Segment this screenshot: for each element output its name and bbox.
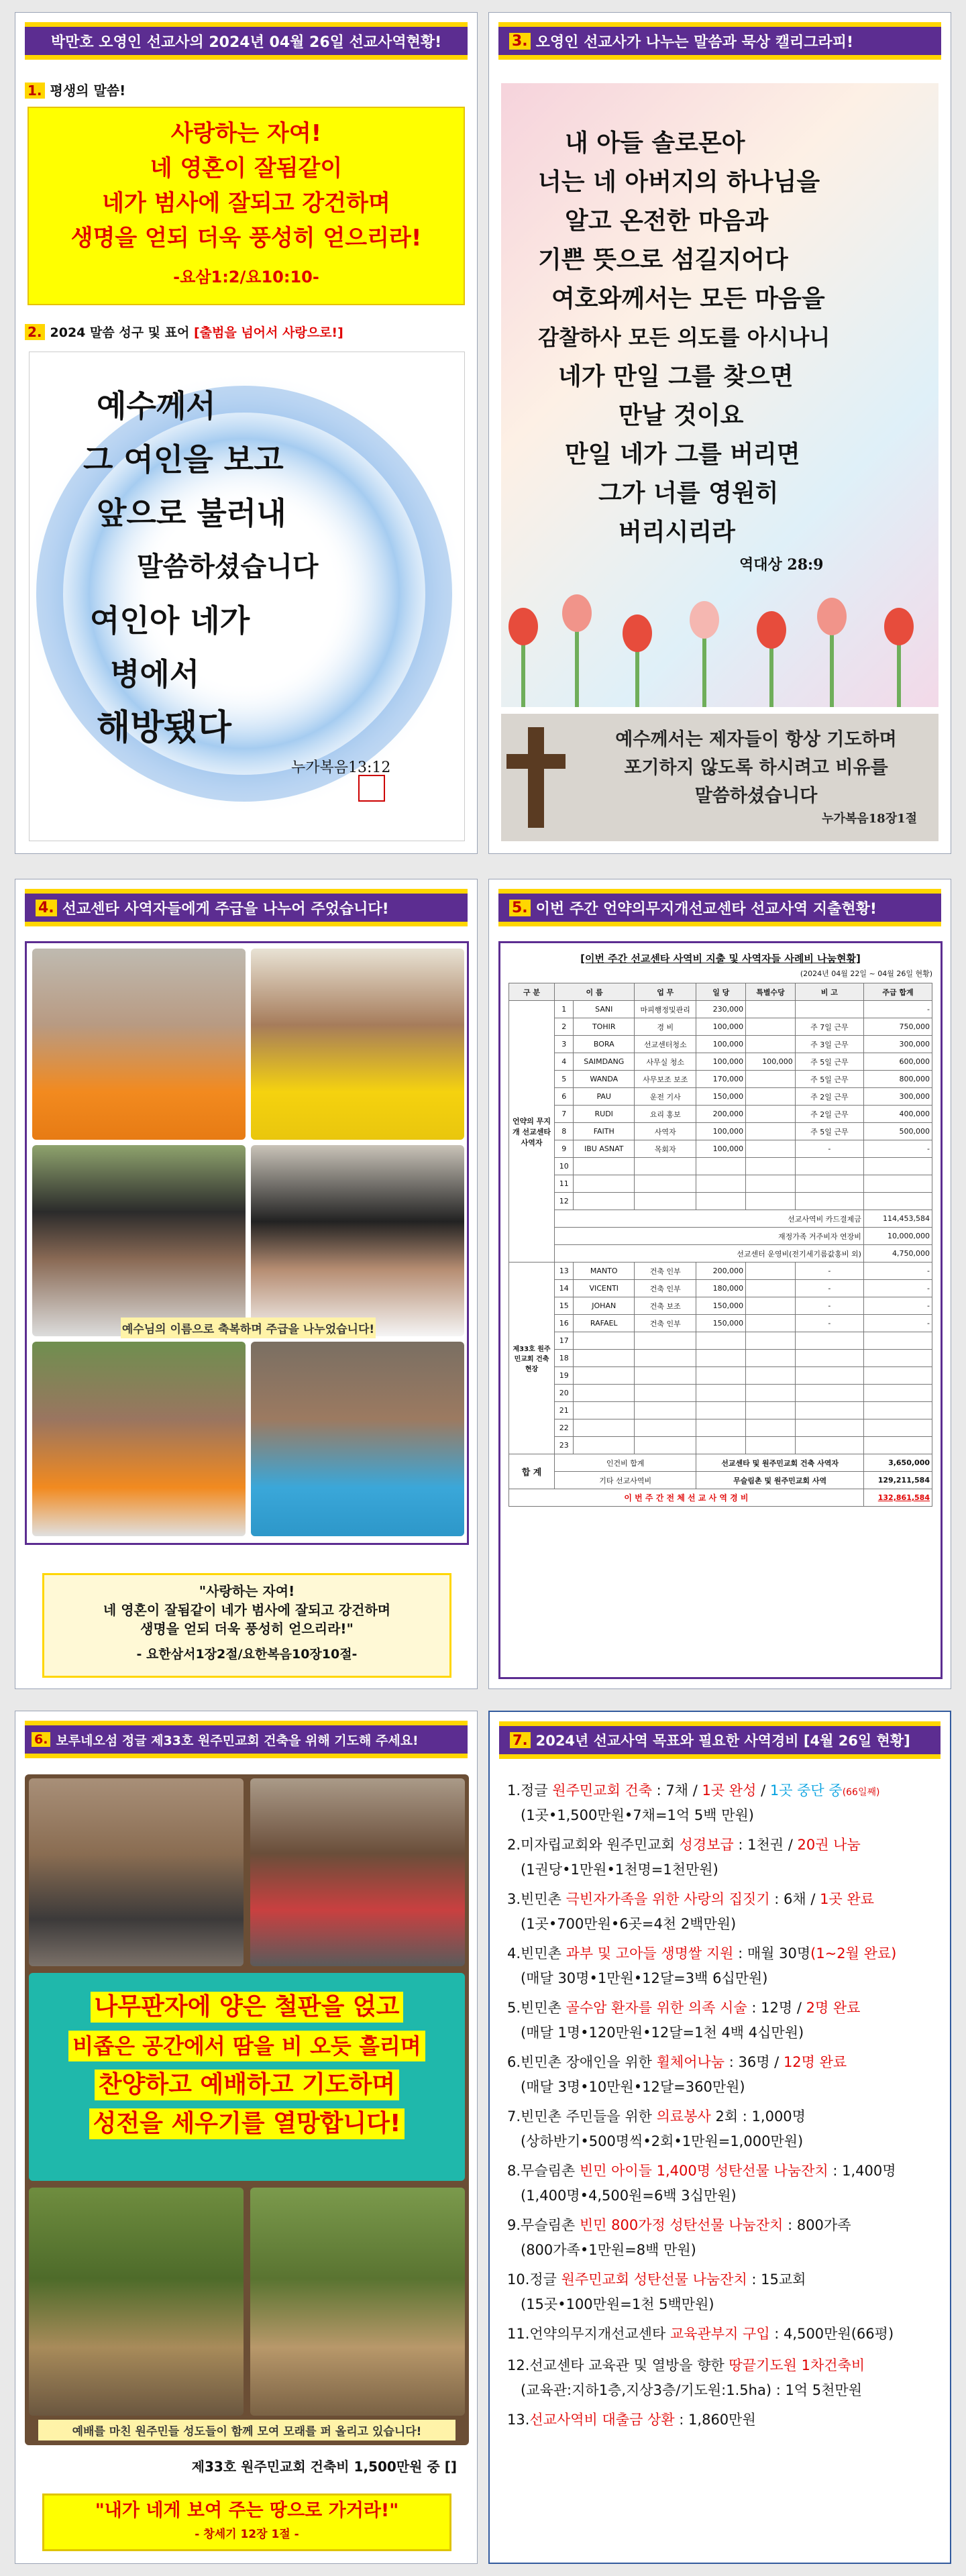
table-cell: 건축 보조 [635,1297,696,1315]
table-cell [746,1350,796,1367]
table-cell: 400,000 [863,1106,932,1123]
table-cell: 170,000 [696,1071,746,1088]
table-row [509,1018,932,1036]
table-cell [635,1350,696,1367]
total-label: 인건비 합계 [555,1454,696,1472]
table-row [509,1297,932,1315]
panel-word [15,12,478,854]
table-cell [696,1332,746,1350]
table-cell [635,1158,696,1175]
table-cell [795,1402,863,1419]
table-cell [795,1175,863,1193]
table-cell [696,1385,746,1402]
table-cell [635,1437,696,1454]
table-cell [746,1001,796,1018]
table-row [509,1350,932,1367]
verse-line: 네 영혼이 잘됨같이 [150,155,343,182]
table-cell [746,1158,796,1175]
table-row [509,1332,932,1350]
seal-stamp [358,775,385,802]
panel-expenses [488,879,951,1689]
panel-header: 5. 이번 주간 언약의무지개선교센타 선교사역 지출현황! [498,889,941,926]
table-cell: 230,000 [696,1001,746,1018]
table-cell: 주 2일 근무 [795,1106,863,1123]
table-cell: 19 [555,1367,574,1385]
goal-item: 3.빈민촌 극빈자가족을 위한 사랑의 집짓기 : 6채 / 1곳 완료 (1곳•700만원•6곳=4천 2백만원) [507,1891,875,1932]
table-cell: 300,000 [863,1088,932,1106]
subtotal-label: 선교사역비 카드결제금 [555,1210,864,1228]
table-cell [696,1193,746,1210]
table-cell [635,1193,696,1210]
table-cell: 주 2일 근무 [795,1088,863,1106]
photo-worker [32,1145,246,1336]
table-cell [746,1036,796,1053]
table-cell [635,1175,696,1193]
photo-church-worship [250,1778,465,1966]
table-cell: - [863,1280,932,1297]
table-cell: WANDA [574,1071,635,1088]
table-cell [795,1419,863,1437]
table-cell: 100,000 [696,1140,746,1158]
goal-list [490,1779,951,2440]
table-cell: - [863,1315,932,1332]
section-title: 1. 평생의 말씀! [25,80,125,99]
table-cell: SANI [574,1001,635,1018]
panel-header: 7. 2024년 선교사역 목표와 필요한 사역경비 [4월 26일 현황] [499,1721,941,1759]
table-cell [696,1158,746,1175]
table-cell: 3 [555,1036,574,1053]
table-cell [746,1106,796,1123]
table-row [509,1315,932,1332]
photo-caption: 예수님의 이름으로 축복하며 주급을 나누었습니다! [121,1318,376,1338]
table-cell: 사무보조 보조 [635,1071,696,1088]
goal-item: 12.선교센타 교육관 및 열방을 향한 땅끝기도원 1차건축비 (교육관:지하1층,지상3층/기도원:1.5ha) : 1억 5천만원 [507,2357,865,2398]
table-row [509,1071,932,1088]
table-cell [746,1175,796,1193]
table-cell: 150,000 [696,1315,746,1332]
goal-item: 5.빈민촌 골수암 환자를 위한 의족 시술 : 12명 / 2명 완료 (매달 1명•120만원•12달=1천 4백 4십만원) [507,2000,861,2041]
panel-goals [488,1711,951,2564]
table-cell: 운전 기사 [635,1088,696,1106]
table-cell: 사무실 청소 [635,1053,696,1071]
expense-frame [498,941,943,1679]
photo-worker [32,1342,246,1536]
table-cell: 16 [555,1315,574,1332]
table-cell [696,1367,746,1385]
table-cell: 100,000 [696,1018,746,1036]
cross-icon [528,727,544,828]
table-cell [863,1385,932,1402]
total-value: 129,211,584 [863,1472,932,1489]
table-cell: 22 [555,1419,574,1437]
verse-line: 생명을 얻되 더욱 풍성히 얻으리라! [70,225,422,252]
table-cell [863,1193,932,1210]
table-cell: - [863,1140,932,1158]
table-cell: 건축 인부 [635,1263,696,1280]
building-cost: 제33호 원주민교회 건축비 1,500만원 중 [] [191,2459,457,2475]
table-row [509,1437,932,1454]
table-cell [574,1367,635,1385]
subtotal-row [509,1245,932,1263]
verse-box: "사랑하는 자여! 네 영혼이 잘됨같이 네가 범사에 잘되고 강건하며 생명을 얻되 더욱 풍성히 얻으리라!" - 요한삼서1장2절/요한복음10장10절- [42,1573,451,1678]
table-cell [795,1385,863,1402]
table-cell [795,1001,863,1018]
table-cell [574,1437,635,1454]
table-cell: 경 비 [635,1018,696,1036]
table-cell: 11 [555,1175,574,1193]
total-desc: 무슬림촌 및 원주민교회 사역 [696,1472,863,1489]
table-row [509,1419,932,1437]
table-cell [863,1367,932,1385]
table-cell: 주 7일 근무 [795,1018,863,1036]
goal-item: 9.무슬림촌 빈민 800가정 성탄선물 나눔잔치 : 800가족 (800가족•1만원=8백 만원) [507,2217,851,2258]
table-cell: - [863,1001,932,1018]
goal-item: 6.빈민촌 장애인을 위한 휠체어나눔 : 36명 / 12명 완료 (매달 3명•10만원•12달=360만원) [507,2054,847,2095]
prayer-banner: 나무판자에 양은 철판을 얹고 비좁은 공간에서 땀을 비 오듯 흘리며 찬양하고 예배하고 기도하며 성전을 세우기를 열망합니다! [29,1973,465,2181]
table-cell: 선교센터청소 [635,1036,696,1053]
table-cell [795,1193,863,1210]
table-row [509,1140,932,1158]
panel-calligraphy [488,12,951,854]
table-cell: - [795,1315,863,1332]
table-cell [746,1140,796,1158]
table-cell [746,1385,796,1402]
subtotal-label: 재정가족 거주비자 연장비 [555,1228,864,1245]
photo-sand-work [250,2188,465,2416]
photo-worker [251,1342,464,1536]
photo-worker [251,949,464,1140]
table-cell: 13 [555,1263,574,1280]
calligraphy-text: 내 아들 솔로몬아 너는 네 아버지의 하나님을 알고 온전한 마음과 기쁜 뜻으로 섬길지어다 여호와께서는 모든 마음을 감찰하사 모든 의도를 아시나니 네가 만일 그를 찾으면 만날 것이요 만일 네가 그를 버리면 그가 너를 영원히 버리시리라 역대상 28:9 [538,129,830,574]
table-cell: 건축 인부 [635,1280,696,1297]
goal-item: 13.선교사역비 대출금 상환 : 1,860만원 [507,2412,756,2428]
photo-sand-work [29,2188,244,2416]
table-row [509,1193,932,1210]
table-cell [746,1263,796,1280]
table-row [509,1123,932,1140]
table-cell [795,1158,863,1175]
table-cell: 주 3일 근무 [795,1036,863,1053]
total-label: 기타 선교사역비 [555,1472,696,1489]
table-cell [863,1402,932,1419]
grand-total-label: 이 번 주 간 전 체 선 교 사 역 경 비 [509,1489,864,1507]
photo-frame [25,941,469,1545]
table-cell [863,1158,932,1175]
table-cell [696,1437,746,1454]
subtotal-label: 선교센터 운영비(전기세기름값홍비 외) [555,1245,864,1263]
panel-header: 3. 오영인 선교사가 나누는 말씀과 묵상 캘리그라피! [498,22,941,60]
table-cell: 800,000 [863,1071,932,1088]
verse-ref: -요삼1:2/요10:10- [173,268,319,286]
tulip-flowers [501,573,938,707]
photo-caption: 예배를 마친 원주민들 성도들이 함께 모여 모래를 퍼 올리고 있습니다! [38,2420,455,2440]
table-row [509,1088,932,1106]
table-period: (2024년 04월 22일 ~ 04월 26일 현황) [800,969,932,978]
photo-frame [25,1774,469,2445]
table-cell: 2 [555,1018,574,1036]
subtotal-value: 4,750,000 [863,1245,932,1263]
table-cell: 23 [555,1437,574,1454]
table-cell: 100,000 [746,1053,796,1071]
table-cell: 마피행정및관리 [635,1001,696,1018]
table-cell [574,1193,635,1210]
table-cell: 9 [555,1140,574,1158]
photo-worker [32,949,246,1140]
goal-item: 8.무슬림촌 빈민 아이들 1,400명 성탄선물 나눔잔치 : 1,400명 (1,400명•4,500원=6백 3십만원) [507,2163,896,2204]
table-cell [696,1419,746,1437]
table-cell: 750,000 [863,1018,932,1036]
table-cell [574,1419,635,1437]
table-cell: 7 [555,1106,574,1123]
table-cell [795,1437,863,1454]
table-cell [746,1367,796,1385]
table-cell: 6 [555,1088,574,1106]
expense-table: 구 분 이 름 업 무 일 당 특별수당 비 고 주급 합계 언약의 무지개 선교센타 사역자 1 SANI 마피행정및관리 230,000 - 2 TOHIR 경 비 100,000 주 7일 근무 750,000 3 BORA 선교센터청소 100,000 주 3일 근무 300,000 4 SAIMDANG 사무실 청소 100,000 100,000 주 5일 근무 600,000 5 WANDA 사무보조 보조 170,000 주 5일 근무 800,000 6 PAU 운전 기사 150,000 주 2일 근무 300,000 7 RUDI 요리 홍보 200,000 주 2일 근무 400,000 8 FAITH 사역자 100,000 주 5일 근무 500,000 9 IBU ASNAT 목회자 100,000 - - 10 11 12 선교사역비 카드결제금 114,453,584 재정가족 거주비자 연장비 10,000,000 선교센터 운영비(전기세기름값홍비 외) 4,750,000 제33호 원주민교회 건축현장 13 MANTO 건축 인부 200,000 - - 14 VICENTI 건축 인부 180,000 - - 15 JOHAN 건축 보조 150,000 - - 16 RAFAEL 건축 인부 150,000 - - 17 18 19 20 21 22 23 합 계 인건비 합계 선교센타 및 원주민교회 건축 사역자 3,650,000 기타 선교사역비 무슬림촌 및 원주민교회 사역 129,211,584 이 번 주 간 전 체 선 교 사 역 경 비 132,861,584 [508,983,932,1507]
calligraphy-image [501,83,938,707]
subtotal-row [509,1228,932,1245]
calligraphy-text: 예수께서 그 여인을 보고 앞으로 불러내 말씀하셨습니다 여인아 네가 병에서 해방됐다 누가복음13:12 [83,388,391,776]
grand-total-value: 132,861,584 [863,1489,932,1507]
table-cell [746,1018,796,1036]
table-cell [635,1367,696,1385]
table-cell: 17 [555,1332,574,1350]
table-cell [795,1350,863,1367]
table-row [509,1280,932,1297]
group-label: 제33호 원주민교회 건축현장 [509,1263,555,1454]
table-cell: JOHAN [574,1297,635,1315]
table-cell: 300,000 [863,1036,932,1053]
table-cell: 21 [555,1402,574,1419]
table-cell [635,1402,696,1419]
table-cell: 200,000 [696,1263,746,1280]
table-cell: 건축 인부 [635,1315,696,1332]
group-label: 합 계 [509,1454,555,1489]
table-row [509,1385,932,1402]
table-cell: 5 [555,1071,574,1088]
group-label: 언약의 무지개 선교센타 사역자 [509,1001,555,1263]
table-cell: 1 [555,1001,574,1018]
table-cell [635,1419,696,1437]
table-cell [635,1385,696,1402]
table-cell [635,1332,696,1350]
table-cell [574,1350,635,1367]
table-cell: - [795,1140,863,1158]
table-cell [574,1402,635,1419]
table-cell [746,1419,796,1437]
table-cell [746,1280,796,1297]
goal-item: 11.언약의무지개선교센타 교육관부지 구입 : 4,500만원(66평) [507,2326,894,2342]
table-cell: IBU ASNAT [574,1140,635,1158]
goal-item: 2.미자립교회와 원주민교회 성경보급 : 1천권 / 20권 나눔 (1권당•1만원•1천명=1천만원) [507,1837,861,1878]
table-cell [863,1419,932,1437]
table-cell [746,1402,796,1419]
subtotal-value: 10,000,000 [863,1228,932,1245]
table-cell: 100,000 [696,1036,746,1053]
table-cell: 15 [555,1297,574,1315]
panel-header: 4. 선교센타 사역자들에게 주급을 나누어 주었습니다! [25,889,468,926]
panel-header: 박만호 오영인 선교사의 2024년 04월 26일 선교사역현황! [25,22,468,60]
verse-box: "내가 네게 보여 주는 땅으로 가거라!" - 창세기 12장 1절 - [42,2493,451,2551]
calligraphy-image [29,352,465,841]
table-cell [863,1437,932,1454]
table-cell [863,1175,932,1193]
table-cell [746,1123,796,1140]
table-cell: - [795,1263,863,1280]
subtotal-value: 114,453,584 [863,1210,932,1228]
table-cell: 18 [555,1350,574,1367]
subtotal-row [509,1210,932,1228]
photo-worker [251,1145,464,1336]
table-cell [746,1332,796,1350]
table-row [509,1001,932,1018]
verse-box [28,107,465,305]
table-cell [574,1158,635,1175]
goal-item: 10.정글 원주민교회 성탄선물 나눔잔치 : 15교회 (15곳•100만원=1천 5백만원) [507,2271,806,2312]
table-cell: 주 5일 근무 [795,1123,863,1140]
total-value: 3,650,000 [863,1454,932,1472]
table-cell: 600,000 [863,1053,932,1071]
table-cell [574,1332,635,1350]
panel-wages-photos [15,879,478,1689]
total-row [509,1472,932,1489]
table-cell: 150,000 [696,1088,746,1106]
table-cell: - [795,1297,863,1315]
goal-item: 4.빈민촌 과부 및 고아들 생명쌀 지원 : 매월 30명(1~2월 완료) (매달 30명•1만원•12달=3백 6십만원) [507,1945,897,1986]
table-title: [이번 주간 선교센타 사역비 지출 및 사역자들 사례비 나눔현황] [580,953,861,965]
verse-line: 네가 범사에 잘되고 강건하며 [102,190,390,217]
table-row [509,1053,932,1071]
table-cell [746,1297,796,1315]
table-cell: MANTO [574,1263,635,1280]
table-cell: - [863,1297,932,1315]
table-cell [746,1437,796,1454]
table-row [509,1106,932,1123]
table-row [509,1402,932,1419]
table-cell: 200,000 [696,1106,746,1123]
section-title: 2. 2024 말씀 성구 및 표어 [출범을 넘어서 사랑으로!] [25,323,343,341]
table-cell: 목회자 [635,1140,696,1158]
table-cell [574,1175,635,1193]
verse-line: 사랑하는 자여! [170,120,322,147]
table-cell [746,1315,796,1332]
table-cell: BORA [574,1036,635,1053]
table-cell: 10 [555,1158,574,1175]
table-cell [746,1193,796,1210]
table-cell [746,1088,796,1106]
table-cell: SAIMDANG [574,1053,635,1071]
table-cell [696,1402,746,1419]
table-cell [696,1350,746,1367]
grand-total-row [509,1489,932,1507]
table-cell [795,1367,863,1385]
table-cell: 500,000 [863,1123,932,1140]
panel-header: 6. 보루네오섬 정글 제33호 원주민교회 건축을 위해 기도해 주세요! [25,1721,468,1758]
table-cell: FAITH [574,1123,635,1140]
photo-church-worship [29,1778,244,1966]
table-cell: 14 [555,1280,574,1297]
table-cell: 4 [555,1053,574,1071]
cross-icon-bar [506,754,566,769]
total-desc: 선교센타 및 원주민교회 건축 사역자 [696,1454,863,1472]
table-row [509,1263,932,1280]
panel-church-build [15,1711,478,2564]
table-cell [696,1175,746,1193]
table-cell [574,1385,635,1402]
table-cell [863,1332,932,1350]
total-row [509,1454,932,1472]
prayer-banner [501,714,938,841]
table-cell: 요리 홍보 [635,1106,696,1123]
table-cell: - [795,1280,863,1297]
table-row [509,1036,932,1053]
table-cell: 주 5일 근무 [795,1053,863,1071]
table-row [509,1158,932,1175]
table-cell: 12 [555,1193,574,1210]
table-cell [863,1350,932,1367]
goal-item: 7.빈민촌 주민들을 위한 의료봉사 2회 : 1,000명 (상하반기•500명씩•2회•1만원=1,000만원) [507,2108,806,2149]
table-cell: 8 [555,1123,574,1140]
table-cell: 100,000 [696,1053,746,1071]
table-cell: 150,000 [696,1297,746,1315]
goal-item: 1.정글 원주민교회 건축 : 7채 / 1곳 완성 / 1곳 중단 중(66일째) (1곳•1,500만원•7채=1억 5백 만원) [507,1782,880,1823]
table-cell: 100,000 [696,1123,746,1140]
banner-text: 예수께서는 제자들이 항상 기도하며 포기하지 않도록 하시려고 비유를 말씀하셨습니다 누가복음18장1절 [615,729,917,826]
table-row [509,1367,932,1385]
table-cell: 20 [555,1385,574,1402]
table-cell: 주 5일 근무 [795,1071,863,1088]
table-cell: RUDI [574,1106,635,1123]
table-cell: 180,000 [696,1280,746,1297]
table-cell [746,1071,796,1088]
table-row [509,1175,932,1193]
table-cell [795,1332,863,1350]
table-cell: PAU [574,1088,635,1106]
table-cell: RAFAEL [574,1315,635,1332]
table-cell: TOHIR [574,1018,635,1036]
table-cell: - [863,1263,932,1280]
table-cell: 사역자 [635,1123,696,1140]
table-cell: VICENTI [574,1280,635,1297]
